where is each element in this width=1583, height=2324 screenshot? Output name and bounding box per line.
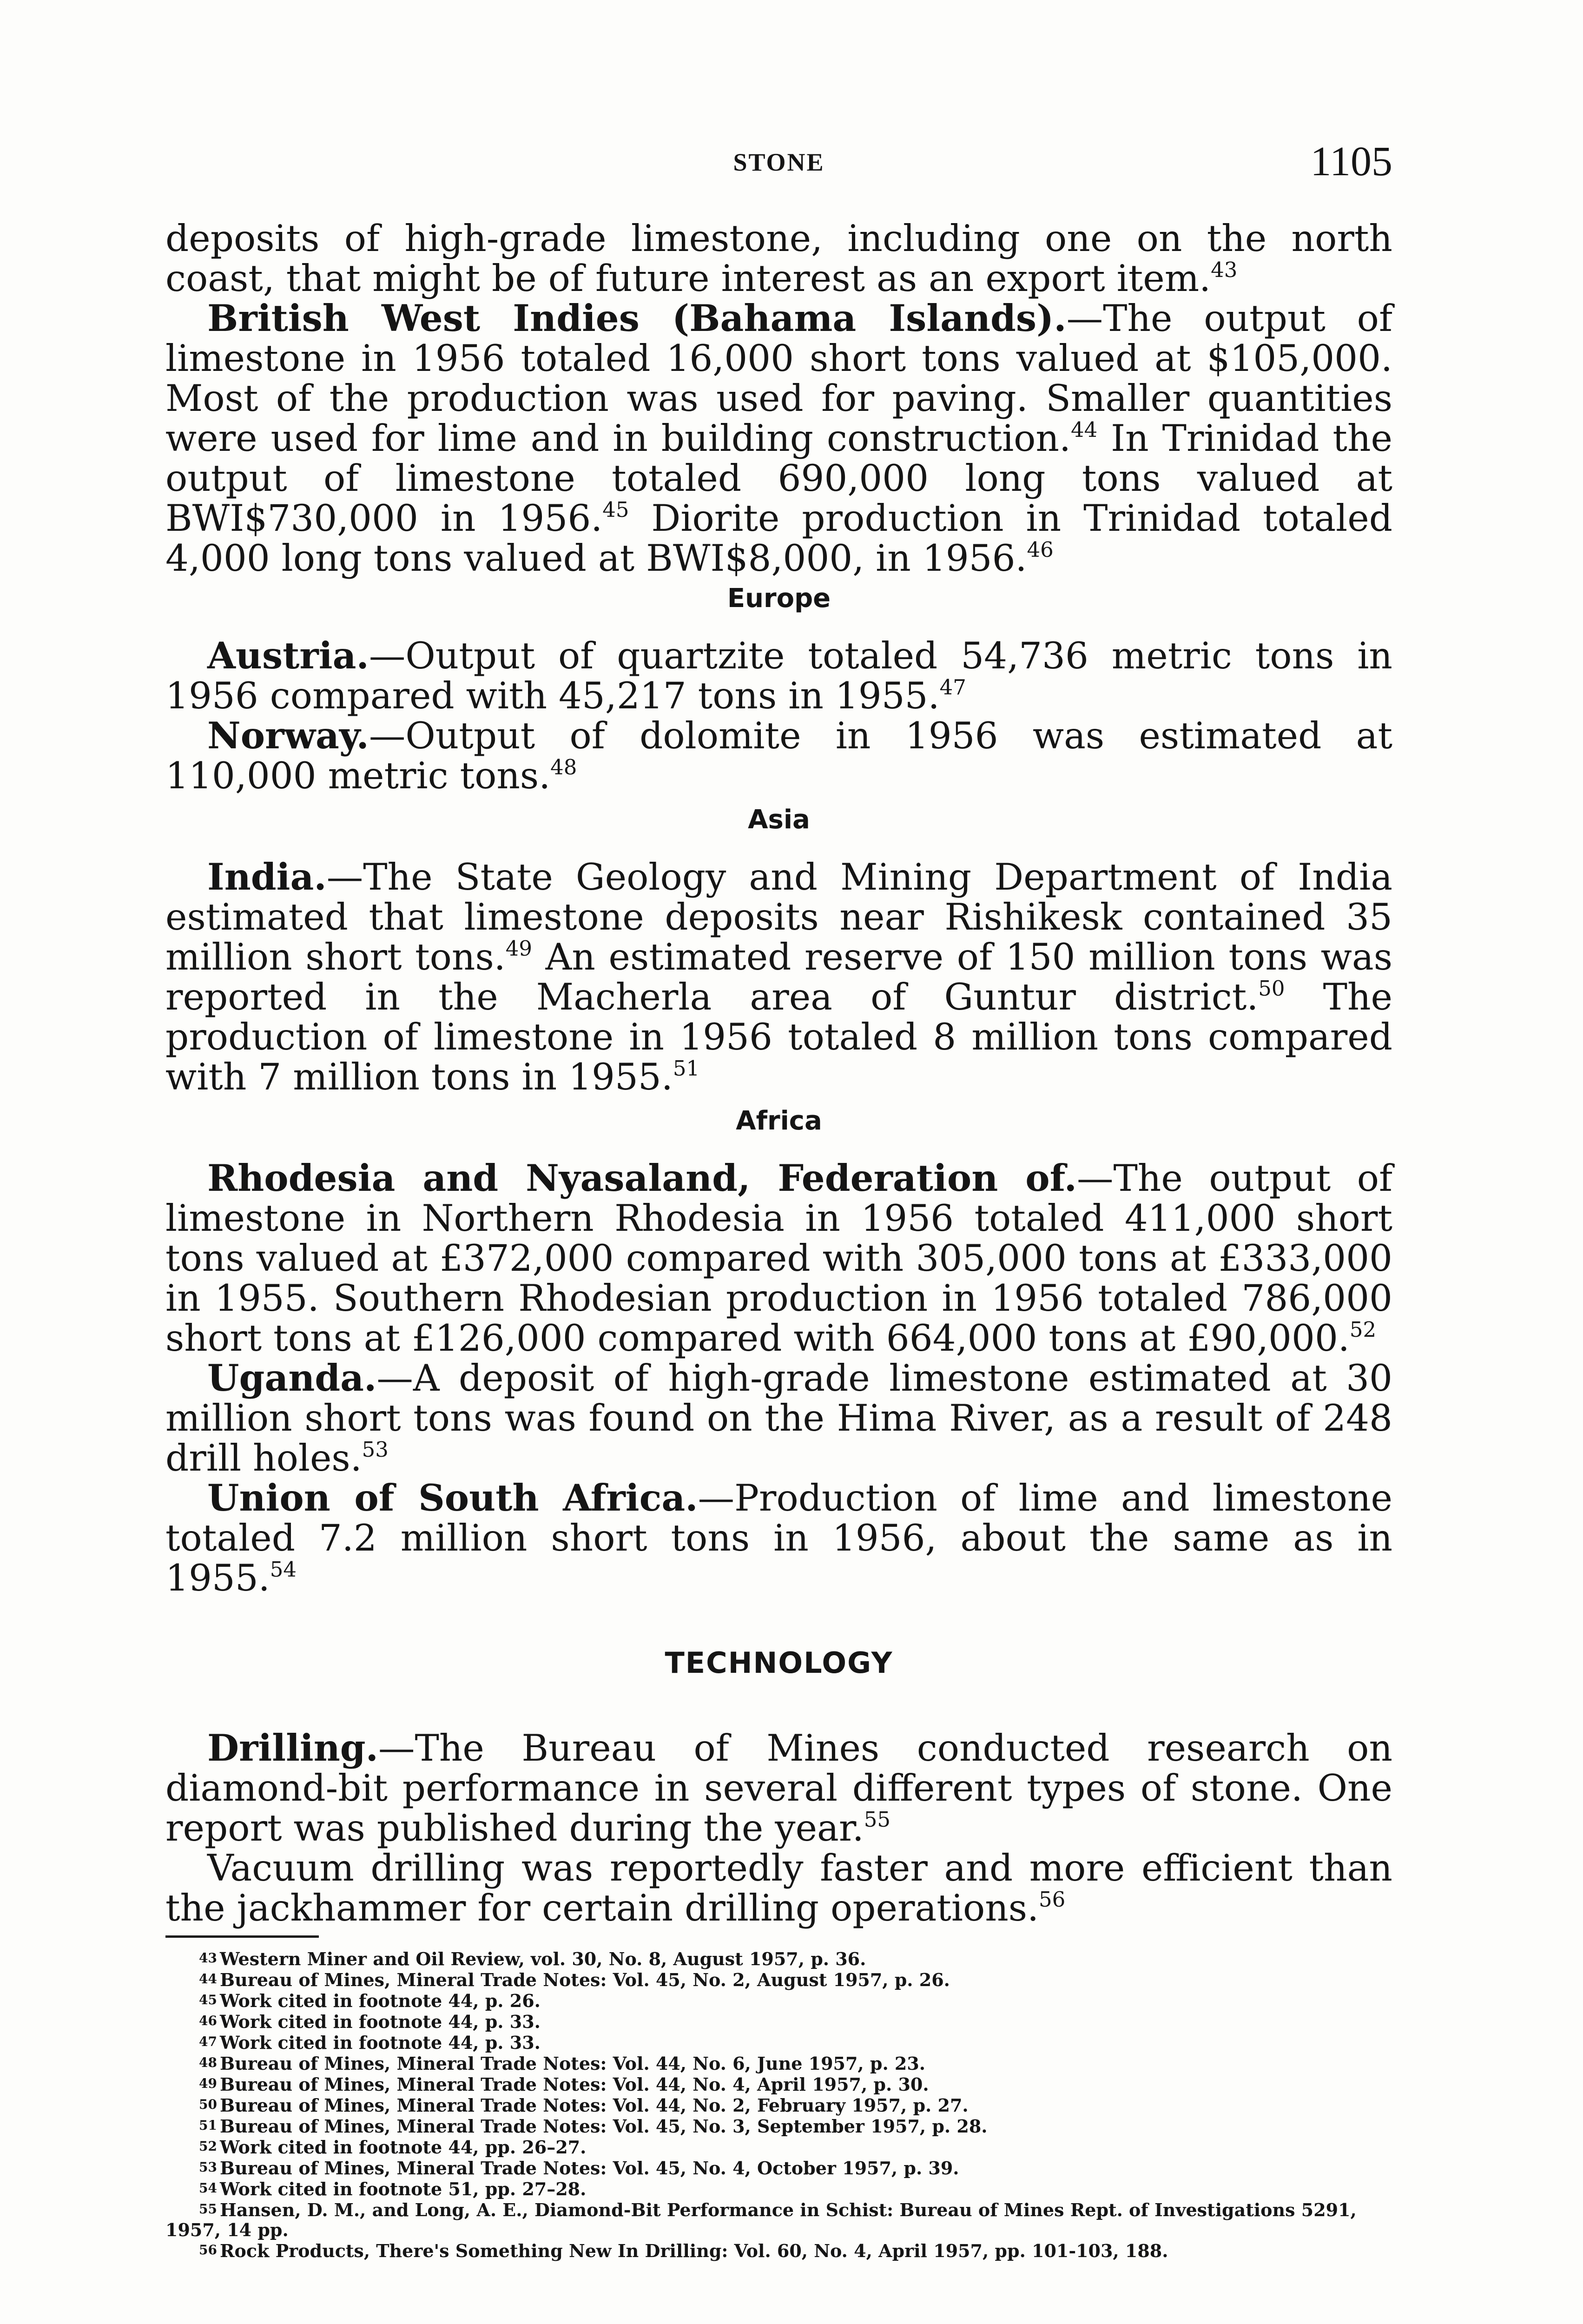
footnote-number: 52 xyxy=(199,2139,217,2154)
paragraph-lead: Austria. xyxy=(207,634,369,677)
footnote-ref[interactable]: 47 xyxy=(939,675,966,700)
running-head: STONE xyxy=(733,148,825,176)
section-heading-europe: Europe xyxy=(727,583,831,614)
paragraph-british-west-indies: British West Indies (Bahama Islands).—The output of limestone in 1956 totaled 16,000 short tons valued at $105,000. Most of the production was used for paving. Smaller quantities were used for lime and in building construction.$^{44}$ In Trinidad the output of limestone totaled 690,000 long tons valued at BWI$730,000 in 1956.45 Diorite production in Trinidad totaled 4,000 long tons valued at BWI$8,000, in 1956.46 xyxy=(165,297,1392,580)
paragraph-norway: Norway.—Output of dolomite in 1956 was estimated at 110,000 metric tons.$^{48}$ xyxy=(165,714,1392,797)
section-heading-technology: TECHNOLOGY xyxy=(665,1646,893,1680)
footnote xyxy=(165,1990,1392,2011)
footnote-text: Bureau of Mines, Mineral Trade Notes: Vol. 44, No. 6, June 1957, p. 23. xyxy=(219,2053,926,2074)
footnote xyxy=(165,1969,1392,1990)
footnote xyxy=(165,2053,1392,2073)
footnote-number: 48 xyxy=(199,2055,217,2070)
footnote xyxy=(165,2094,1392,2115)
paragraph-vacuum-drilling: Vacuum drilling was reportedly faster and more efficient than the jackhammer for certain drilling operations.$^{56}$ xyxy=(165,1847,1392,1929)
footnote-number: 44 xyxy=(199,1971,217,1987)
footnote-ref[interactable]: 56 xyxy=(1039,1887,1066,1912)
paragraph-lead: India. xyxy=(207,855,327,898)
footnote-ref[interactable]: 43 xyxy=(1211,257,1238,282)
footnote-text: Bureau of Mines, Mineral Trade Notes: Vol. 45, No. 3, September 1957, p. 28. xyxy=(219,2116,988,2137)
section-heading-asia: Asia xyxy=(748,805,810,835)
section-heading-africa: Africa xyxy=(736,1106,822,1136)
footnote-ref[interactable]: 44 xyxy=(1070,417,1098,442)
paragraph-lead: Norway. xyxy=(207,714,369,757)
footnote-ref[interactable]: 52 xyxy=(1349,1317,1377,1342)
footnote-number: 51 xyxy=(199,2118,217,2133)
paragraph-lead: Drilling. xyxy=(207,1726,379,1769)
footnote-number: 43 xyxy=(199,1950,217,1966)
footnote-number: 50 xyxy=(199,2097,217,2112)
footnote-number: 55 xyxy=(199,2201,217,2217)
footnote-divider xyxy=(165,1935,319,1938)
footnote xyxy=(165,1948,1392,1969)
footnote-ref[interactable]: 51 xyxy=(673,1056,700,1081)
paragraph-uganda: Uganda.—A deposit of high-grade limestone estimated at 30 million short tons was found on the Hima River, as a result of 248 drill holes.$^{53}$ xyxy=(165,1356,1392,1479)
footnote-text: Western Miner and Oil Review, vol. 30, No. 8, August 1957, p. 36. xyxy=(219,1948,866,1969)
footnote-text: Work cited in footnote 44, p. 26. xyxy=(219,1990,541,2011)
footnote-text: Bureau of Mines, Mineral Trade Notes: Vol. 44, No. 2, February 1957, p. 27. xyxy=(219,2095,969,2116)
footnote-ref[interactable]: 46 xyxy=(1027,537,1054,562)
page-number: 1105 xyxy=(1310,139,1392,185)
footnote-text: Rock Products, There's Something New In Drilling: Vol. 60, No. 4, April 1957, pp. 101-103, 188. xyxy=(219,2240,1168,2261)
paragraph-lead: Rhodesia and Nyasaland, Federation of. xyxy=(207,1156,1077,1200)
paragraph-rhodesia: Rhodesia and Nyasaland, Federation of.—The output of limestone in Northern Rhodesia in 1956 totaled 411,000 short tons valued at £372,000 compared with 305,000 tons at £333,000 in 1955. Southern Rhodesian production in 1956 totaled 786,000 short tons at £126,000 compared with 664,000 tons at £90,000.52 xyxy=(165,1156,1393,1360)
paragraph-continuation: deposits of high-grade limestone, including one on the north coast, that might be of future interest as an export item.$^{43}$ xyxy=(165,217,1392,300)
paragraph-india: India.—The State Geology and Mining Department of India estimated that limestone deposits near Rishikesk contained 35 million short tons.$^{49}$ An estimated reserve of 150 million tons was reported in the Macherla area of Guntur district.$^{50}$ The production of limestone in 1956 totaled 8 million tons compared with 7 million tons in 1955.51 xyxy=(165,855,1392,1098)
footnote xyxy=(165,2032,1392,2053)
paragraph-union-of-south-africa: Union of South Africa.—Production of lime and limestone totaled 7.2 million short tons in 1956, about the same as in 1955.54 xyxy=(165,1476,1393,1599)
footnotes xyxy=(165,1948,1392,2261)
footnote-ref[interactable]: 48 xyxy=(550,755,577,779)
footnote-ref[interactable]: 53 xyxy=(362,1437,389,1462)
footnote xyxy=(165,2199,1392,2240)
footnote-text: Work cited in footnote 44, p. 33. xyxy=(219,2032,541,2053)
footnote xyxy=(165,2136,1392,2157)
footnote-number: 47 xyxy=(199,2034,217,2049)
paragraph-drilling: Drilling.—The Bureau of Mines conducted research on diamond-bit performance in several different types of stone. One report was published during the year.$^{55}$ xyxy=(165,1726,1392,1849)
footnote xyxy=(165,2157,1392,2178)
footnote-number: 54 xyxy=(199,2180,217,2196)
footnote-number: 56 xyxy=(199,2242,217,2258)
footnote-text: Work cited in footnote 51, pp. 27–28. xyxy=(219,2179,587,2199)
footnote-ref[interactable]: 45 xyxy=(602,497,629,522)
footnote-text: Bureau of Mines, Mineral Trade Notes: Vol. 45, No. 4, October 1957, p. 39. xyxy=(219,2158,959,2179)
footnote xyxy=(165,2240,1392,2261)
footnote xyxy=(165,2115,1392,2136)
page-body xyxy=(165,218,1392,2261)
paragraph-lead: Union of South Africa. xyxy=(207,1476,698,1519)
paragraph-lead: British West Indies (Bahama Islands). xyxy=(207,297,1067,340)
footnote-text: Bureau of Mines, Mineral Trade Notes: Vol. 45, No. 2, August 1957, p. 26. xyxy=(219,1969,950,1990)
paragraph-lead: Uganda. xyxy=(207,1356,377,1400)
footnote-text: Work cited in footnote 44, p. 33. xyxy=(219,2011,541,2032)
footnote-number: 49 xyxy=(199,2076,217,2091)
footnote-text: Hansen, D. M., and Long, A. E., Diamond-Bit Performance in Schist: Bureau of Mines Rept. of Investigations 5291, 1957, 14 pp. xyxy=(165,2199,1357,2240)
footnote-ref[interactable]: 49 xyxy=(505,936,532,961)
footnote-text: Bureau of Mines, Mineral Trade Notes: Vol. 44, No. 4, April 1957, p. 30. xyxy=(219,2074,929,2095)
footnote xyxy=(165,2178,1392,2199)
footnote xyxy=(165,2073,1392,2094)
footnote-text: Work cited in footnote 44, pp. 26–27. xyxy=(219,2137,587,2158)
page-header xyxy=(165,138,1392,193)
footnote-ref[interactable]: 55 xyxy=(864,1807,890,1832)
footnote-ref[interactable]: 50 xyxy=(1258,976,1285,1001)
paragraph-austria: Austria.—Output of quartzite totaled 54,736 metric tons in 1956 compared with 45,217 tons in 1955.47 xyxy=(165,634,1392,717)
footnote-number: 53 xyxy=(199,2159,217,2175)
footnote-number: 46 xyxy=(199,2013,217,2028)
footnote-ref[interactable]: 54 xyxy=(270,1557,297,1582)
footnote-number: 45 xyxy=(199,1992,217,2007)
footnote xyxy=(165,2011,1392,2032)
